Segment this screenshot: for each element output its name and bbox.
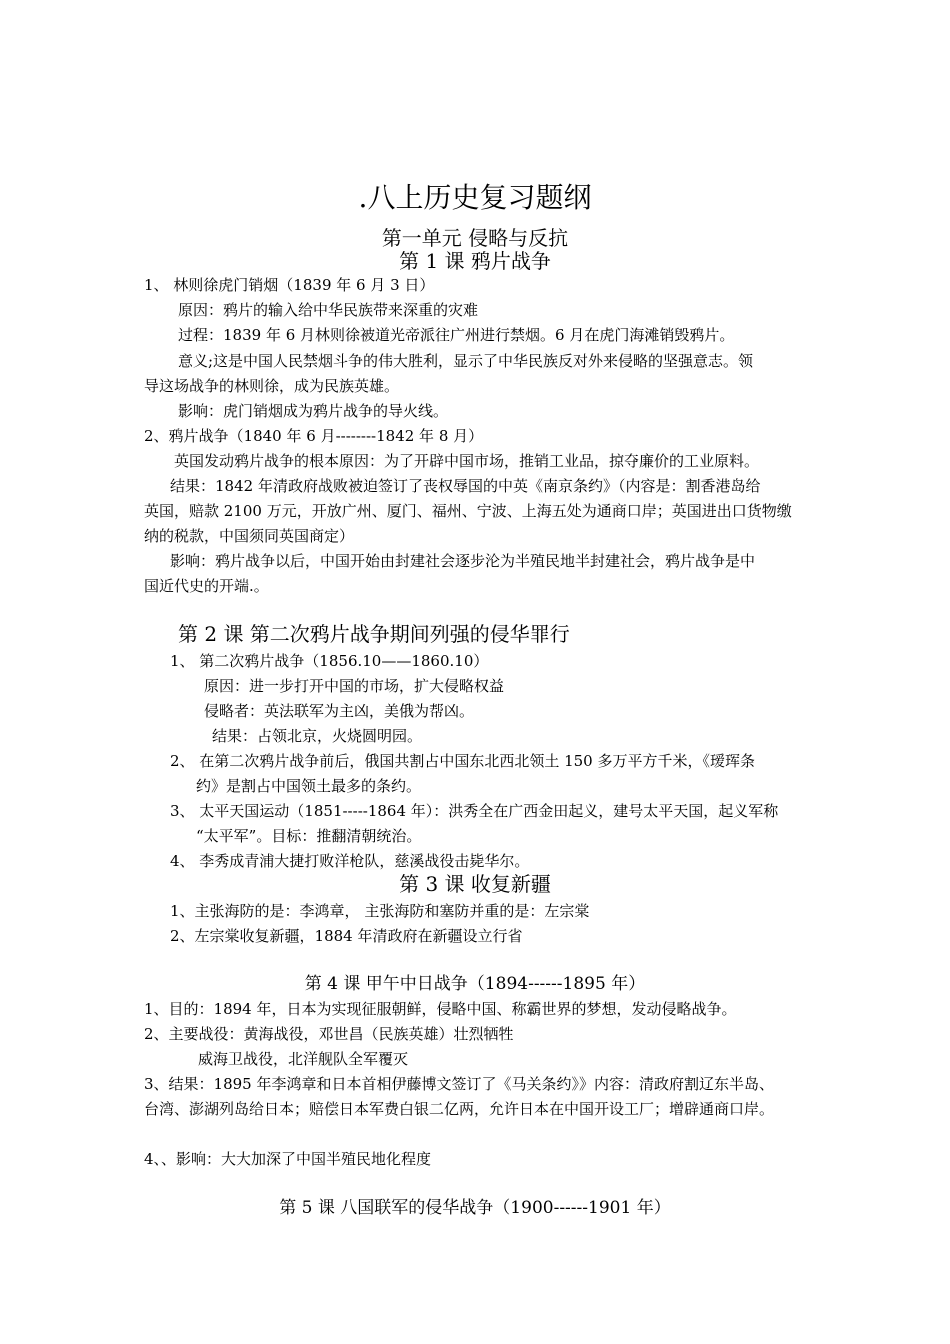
lesson4-line: 4、、影响：大大加深了中国半殖民地化程度 [144,1150,432,1168]
lesson1-line: 2、鸦片战争（1840 年 6 月--------1842 年 8 月） [144,427,484,445]
lesson3-line: 2、左宗棠收复新疆，1884 年清政府在新疆设立行省 [170,927,523,945]
lesson1-line: 影响：虎门销烟成为鸦片战争的导火线。 [178,402,449,420]
lesson3-line: 1、主张海防的是：李鸿章， 主张海防和塞防并重的是：左宗棠 [170,902,590,920]
unit-title: 第一单元 侵略与反抗 [381,226,569,250]
lesson1-line: 结果：1842 年清政府战败被迫签订了丧权辱国的中英《南京条约》（内容是：割香港岛给 [170,477,761,495]
lesson2-line: 原因：进一步打开中国的市场，扩大侵略权益 [204,677,505,695]
lesson2-line: 3、 太平天国运动（1851-----1864 年）：洪秀全在广西金田起义，建号太平天国，起义军称 [170,802,779,820]
lesson1-line: 过程：1839 年 6 月林则徐被道光帝派往广州进行禁烟。6 月在虎门海滩销毁鸦片。 [178,326,735,344]
lesson2-line: 4、 李秀成青浦大捷打败洋枪队，慈溪战役击毙华尔。 [170,852,530,870]
lesson2-line: 2、 在第二次鸦片战争前后，俄国共割占中国东北西北领土 150 多万平方千米，《瑷珲条 [170,752,755,770]
lesson2-line: 结果：占领北京，火烧圆明园。 [212,727,423,745]
lesson1-line: 原因：鸦片的输入给中华民族带来深重的灾难 [178,301,479,319]
lesson4-line: 3、结果：1895 年李鸿章和日本首相伊藤博文签订了《马关条约》》内容：清政府割辽东半岛、 [144,1075,774,1093]
lesson1-line: 英国发动鸦片战争的根本原因：为了开辟中国市场，推销工业品，掠夺廉价的工业原料。 [174,452,760,470]
lesson2-heading: 第 2 课 第二次鸦片战争期间列强的侵华罪行 [178,622,570,646]
lesson1-heading: 第 1 课 鸦片战争 [399,249,551,273]
lesson1-line: 意义;这是中国人民禁烟斗争的伟大胜利，显示了中华民族反对外来侵略的坚强意志。领 [178,352,754,370]
lesson1-line: 影响：鸦片战争以后，中国开始由封建社会逐步沦为半殖民地半封建社会，鸦片战争是中 [170,552,756,570]
lesson2-line: “太平军”。目标：推翻清朝统治。 [196,827,422,845]
lesson1-line: 国近代史的开端.。 [144,577,269,595]
lesson2-line: 侵略者：英法联军为主凶，美俄为帮凶。 [204,702,475,720]
lesson4-line: 2、主要战役：黄海战役，邓世昌（民族英雄）壮烈牺牲 [144,1025,514,1043]
lesson4-line: 台湾、澎湖列岛给日本；赔偿日本军费白银二亿两，允许日本在中国开设工厂；增辟通商口岸。 [144,1100,775,1118]
lesson2-line: 约》是割占中国领土最多的条约。 [196,777,422,795]
lesson1-line: 纳的税款，中国须同英国商定） [144,527,355,545]
lesson4-line: 1、目的：1894 年，日本为实现征服朝鲜，侵略中国、称霸世界的梦想，发动侵略战争。 [144,1000,737,1018]
lesson1-line: 1、 林则徐虎门销烟（1839 年 6 月 3 日） [144,276,435,294]
lesson4-heading: 第 4 课 甲午中日战争（1894------1895 年） [304,974,646,994]
lesson3-heading: 第 3 课 收复新疆 [399,872,551,896]
page-title: .八上历史复习题纲 [358,181,592,214]
lesson1-line: 英国，赔款 2100 万元，开放广州、厦门、福州、宁波、上海五处为通商口岸；英国进出口货物缴 [144,502,792,520]
lesson1-line: 导这场战争的林则徐，成为民族英雄。 [144,377,400,395]
lesson2-line: 1、 第二次鸦片战争（1856.10——1860.10） [170,652,489,670]
lesson5-heading: 第 5 课 八国联军的侵华战争（1900------1901 年） [279,1198,671,1218]
lesson4-line: 威海卫战役，北洋舰队全军覆灭 [198,1050,409,1068]
